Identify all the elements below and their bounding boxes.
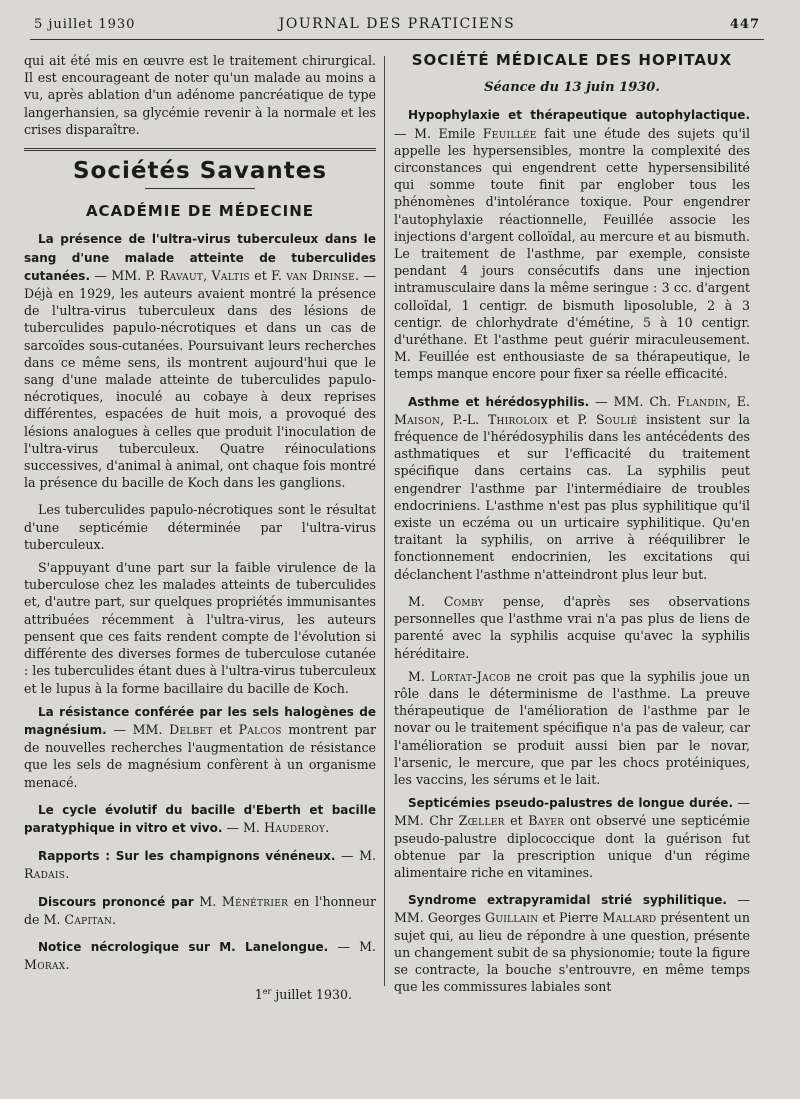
journal-title: JOURNAL DES PRATICIENS [278,16,516,32]
article-ultra-virus: La présence de l'ultra-virus tuberculeux dans le sang d'une malade atteinte de tuberculides cutanées. — MM. P. Ravaut, Valtis et F. van Drinse. — Déjà en 1929, les auteurs avaient montré la présence de l'ultra-virus tuberculeux dans des lésions de tuberculides papulo-nécrotiques et dans un cas de sarcoïdes sous-cutanées. Poursuivant leurs recherches dans ce même sens, ils montrent aujourd'hui que le sang d'une malade atteinte de tuberculides papulo-nécrotiques, inoculé au cobaye à deux reprises différentes, espacées de huit mois, a provoqué des lésions analogues à celles que produit l'inoculation de l'ultra-virus tuberculeux. Quatre réinoculations successives, d'animal à animal, ont chaque fois montré la présence du bacille de Koch dans les ganglions. [24,232,376,491]
session-date: Séance du 13 juin 1930. [484,80,660,96]
article-title: La résistance conférée par les sels halogènes de magnésium. [24,704,376,737]
signoff-date: 1er juillet 1930. [254,987,352,1003]
article-text: fait une étude des sujets qu'il appelle les hypersensibles, montre la complexité des circonstances qui engendrent cette hypersensibilité qui somme toute finit par englober tous les phénomènes d'intolérance toxique. Pour engendrer l'autophylaxie réactionnelle, Feuillée associe les injections d'argent colloïdal, au mercure et au bismuth. Le traitement de l'asthme, par exemple, consiste pendant 4 jours consécutifs dans une injection intramusculaire dans la même seringue : 3 cc. d'argent colloïdal, 1 centigr. de bismuth liposoluble, 2 à 3 centigr. de chlorhydrate d'émétine, 5 à 10 centigr. d'uréthane. Et l'asthme peut guérir miraculeusement. M. Feuillée est enthousiaste de sa thérapeutique, le temps manque encore pour fixer sa réelle efficacité. [394,125,750,382]
author-name: Zœller [458,813,505,829]
left-column [24,52,376,1004]
article-syndrome: Syndrome extrapyramidal strié syphilitique. — MM. Georges Guillain et Pierre Mallard présentent un sujet qui, au lieu de répondre à une question, présente un changement subit de sa physionomie; toute la figure se contracte, la bouche s'entrouvre, en même temps que les commissures labiales sont [394,892,750,995]
article-eberth: Le cycle évolutif du bacille d'Eberth et bacille paratyphique in vitro et vivo. — M. Hauderoy. [24,802,376,835]
article-septicemies: Septicémies pseudo-palustres de longue durée. — MM. Chr Zœller et Bayer ont observé une septicémie pseudo-palustre diplococcique dont la guérison fut obtenue par la prescription unique d'un régime alimentaire riche en vitamines. [394,795,750,880]
author-name: Guillain [484,910,539,926]
author-name: Feuillée [482,125,537,141]
article-paragraph: S'appuyant d'une part sur la faible virulence de la tuberculose chez les malades atteints de tuberculides et, d'autre part, sur quelques propriétés immunisantes attribuées récemment à l'ultra-virus, les auteurs pensent que ces faits rendent compte de l'évolution si différente des diverses formes de tuberculose cutanée : les tuberculides étant dues à l'ultra-virus tuberculeux et le lupus à la forme bacillaire du bacille de Koch. [24,560,376,696]
article-hypophylaxie: Hypophylaxie et thérapeutique autophylactique. — M. Emile Feuillée fait une étude des sujets qu'il appelle les hypersensibles, montre la complexité des circonstances qui engendrent cette hypersensibilité qui somme toute finit par englober tous les phénomènes d'intolérance toxique. Pour engendrer l'autophylaxie réactionnelle, Feuillée associe les injections d'argent colloïdal, au mercure et au bismuth. Le traitement de l'asthme, par exemple, consiste pendant 4 jours consécutifs dans une injection intramusculaire dans la même seringue : 3 cc. d'argent colloïdal, 1 centigr. de bismuth liposoluble, 2 à 3 centigr. de chlorhydrate d'émétine, 5 à 10 centigr. d'uréthane. Et l'asthme peut guérir miraculeusement. M. Feuillée est enthousiaste de sa thérapeutique, le temps manque encore pour fixer sa réelle efficacité. [394,108,750,382]
author-name: van Drinse [286,267,356,283]
article-title: Syndrome extrapyramidal strié syphilitique. [408,893,727,908]
author-name: Valtis [211,267,250,283]
article-title: Septicémies pseudo-palustres de longue durée. [408,796,734,811]
section-title: Sociétés Savantes [72,158,328,185]
article-text: . — Déjà en 1929, les auteurs avaient montré la présence de l'ultra-virus tuberculeux dans des lésions de tuberculides papulo-nécrotiques et dans un cas de sarcoïdes sous-cutanées. Poursuivant leurs recherches dans ce même sens, ils montrent aujourd'hui que le sang d'une malade atteinte de tuberculides papulo-nécrotiques, inoculé au cobaye à deux reprises différentes, espacées de huit mois, a provoqué des lésions analogues à celles que produit l'inoculation de l'ultra-virus tuberculeux. Quatre réinoculations successives, d'animal à animal, ont chaque fois montré la présence du bacille de Koch dans les ganglions. [24,267,376,491]
article-paragraph: M. Lortat-Jacob ne croit pas que la syphilis joue un rôle dans le déterminisme de l'asthme. La preuve thérapeutique de l'amélioration de l'asthme par le novar ou le traitement spécifique n'a pas de valeur, car l'amélioration se produit aussi bien par le novar, l'arsenic, le mercure, que par les chocs protéiniques, les vaccins, les sérums et le lait. [394,668,750,787]
society-heading: ACADÉMIE DE MÉDECINE [85,202,315,221]
title-rule [145,188,255,189]
right-column [394,52,750,1005]
author-name: Morax [24,957,66,973]
author-name: Lortat-Jacob [430,668,511,684]
article-paragraph: M. Comby pense, d'après ses observations personnelles que l'asthme vrai n'a pas plus de liens de parenté avec la syphilis acquise qu'avec la syphilis héréditaire. [394,593,750,661]
author-name: Bayer [528,813,565,829]
article-title: Hypophylaxie et thérapeutique autophylactique. [408,108,750,123]
article-title: Rapports : Sur les champignons vénéneux. [38,849,336,864]
author-name: Radais [24,866,66,882]
author-name: Mallard [602,910,657,926]
society-heading: SOCIÉTÉ MÉDICALE DES HOPITAUX [411,51,733,69]
article-text: présentent un sujet qui, au lieu de répondre à une question, présente un changement subit de sa physionomie; toute la figure se contracte, la bouche s'entrouvre, en même temps que les commissures labiales sont [394,910,750,995]
author-name: Ravaut [159,267,204,283]
author-name: Thiroloix [487,411,548,427]
header-rule [30,39,764,40]
article-text: insistent sur la fréquence de l'hérédosyphilis dans les antécédents des asthmatiques et sur l'efficacité du traitement spécifique dans certains cas. La syphilis peut engendrer l'asthme par l'intermédiaire de troubles endocriniens. L'asthme n'est pas plus syphilitique qu'il existe un eczéma ou un urticaire syphilitique. Qu'en traitant la syphilis, on arrive à rééquilibrer le fonctionnement endocrinien, les excitations qui déclanchent l'asthme n'atteindront plus leur but. [394,411,751,582]
article-title: Notice nécrologique sur M. Lanelongue. [38,939,329,954]
column-divider [384,56,385,986]
author-name: Flandin [677,393,727,409]
intro-paragraph: qui ait été mis en œuvre est le traitement chirurgical. Il est encourageant de noter qu'un malade au moins a vu, après ablation d'un adénome pancréatique de type langerhansien, sa glycémie revenir à la normale et les crises disparaître. [24,53,376,137]
page-number: 447 [729,17,760,32]
author-name: Ménétrier [221,893,289,909]
issue-date: 5 juillet 1930 [34,17,136,32]
author-name: Maison [394,411,441,427]
article-magnesium: La résistance conférée par les sels halogènes de magnésium. — MM. Delbet et Palcos montrent par de nouvelles recherches l'augmentation de résistance que les sels de magnésium confèrent à un organisme menacé. [24,704,376,790]
article-asthme: Asthme et hérédosyphilis. — MM. Ch. Flandin, E. Maison, P.-L. Thiroloix et P. Soulié insistent sur la fréquence de l'hérédosyphilis dans les antécédents des asthmatiques et sur l'efficacité du traitement spécifique dans certains cas. La syphilis peut engendrer l'asthme par l'intermédiaire de troubles endocriniens. L'asthme n'est pas plus syphilitique qu'il existe un eczéma ou un urticaire syphilitique. Qu'en traitant la syphilis, on arrive à rééquilibrer le fonctionnement endocrinien, les excitations qui déclanchent l'asthme n'atteindront plus leur but. [394,393,751,582]
article-champignons: Rapports : Sur les champignons vénéneux. — M. Radais. [24,848,377,882]
article-title: Discours prononcé par [38,894,194,909]
author-name: Hauderoy [263,819,326,835]
author-name: Palcos [238,721,282,737]
article-title: Le cycle évolutif du bacille d'Eberth et bacille paratyphique in vitro et vivo. [24,802,376,835]
running-head [34,14,760,36]
author-name: Comby [443,593,484,609]
article-text: montrent par de nouvelles recherches l'augmentation de résistance que les sels de magnésium confèrent à un organisme menacé. [24,721,376,790]
author-name: Capitan [64,911,113,927]
article-title: Asthme et hérédosyphilis. [408,394,590,409]
author-name: Delbet [169,721,213,737]
article-paragraph: Les tuberculides papulo-nécrotiques sont le résultat d'une septicémie déterminée par l'ultra-virus tuberculeux. [24,502,376,552]
article-notice: Notice nécrologique sur M. Lanelongue. — M. Morax. [24,938,376,973]
article-text: ont observé une septicémie pseudo-palustre diplococcique dont la guérison fut obtenue par la prescription unique d'un régime alimentaire riche en vitamines. [394,813,750,880]
article-title: La présence de l'ultra-virus tuberculeux dans le sang d'une malade atteinte de tuberculides cutanées. [24,232,376,283]
section-rule [24,148,376,151]
author-name: Soulié [595,411,638,427]
article-discours: Discours prononcé par M. Ménétrier en l'honneur de M. Capitan. [24,893,376,927]
